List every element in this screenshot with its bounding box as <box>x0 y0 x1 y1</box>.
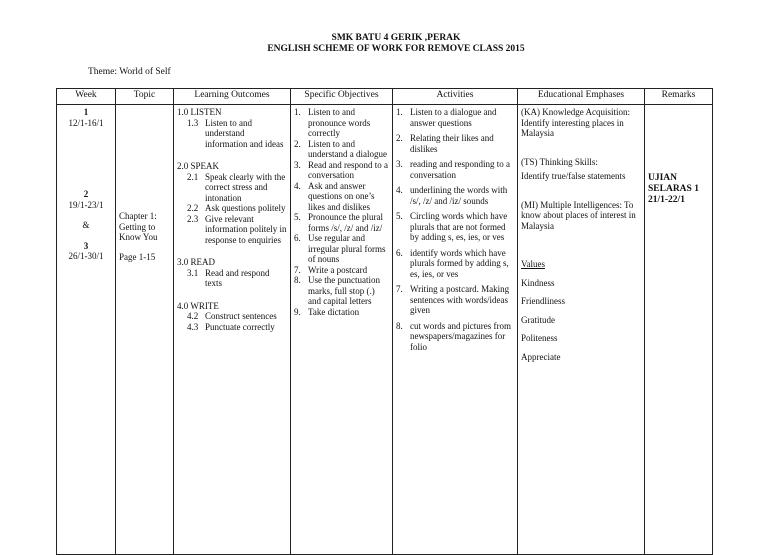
objective-item: 7. Write a postcard <box>294 264 368 275</box>
topic-line-2: Getting to <box>119 221 156 232</box>
activity-item: 4. underlining the words with /s/, /z/ and /iz/ sounds <box>396 185 508 206</box>
week-ampersand: & <box>82 220 90 230</box>
value-item: Friendliness <box>521 296 565 306</box>
document-title: ENGLISH SCHEME OF WORK FOR REMOVE CLASS 2015 <box>267 44 525 54</box>
topic-line-3: Know You <box>119 232 158 242</box>
objective-item: 5. Pronounce the plural forms /s/, /z/ and /iz/ <box>294 212 383 233</box>
remarks-line-2: SELARAS 1 <box>648 184 699 194</box>
remarks-cell <box>645 105 713 555</box>
objective-item: 2. Listen to and understand a dialogue <box>294 138 387 159</box>
activity-item: 5. Circling words which have plurals that are not formed by adding s, es, ies, or ves <box>396 211 508 242</box>
objective-item: 8. Use the punctuation marks, full stop (.) and capital letters <box>294 275 380 306</box>
specific-objectives-cell <box>291 105 393 555</box>
objectives-list <box>294 107 389 317</box>
values-list <box>521 278 641 363</box>
value-item: Politeness <box>521 333 558 343</box>
outcome-listen-heading: 1.0 LISTEN <box>177 107 222 117</box>
column-header-specific-objectives: Specific Objectives <box>291 89 393 105</box>
objective-item: 1. Listen to and pronounce words correctly <box>294 107 371 138</box>
outcome-item: 4.2 Construct sentences <box>187 311 277 321</box>
school-name: SMK BATU 4 GERIK ,PERAK <box>331 33 461 43</box>
outcome-item: 3.1 Read and respond texts <box>187 267 270 288</box>
topic-page: Page 1-15 <box>119 251 156 262</box>
objective-item: 3. Read and respond to a conversation <box>294 159 388 180</box>
table-row <box>57 105 713 555</box>
remarks-line-1: UJIAN <box>648 173 678 183</box>
column-header-activities: Activities <box>393 89 518 105</box>
emphasis-ts: (TS) Thinking Skills: <box>521 156 598 167</box>
topic-cell <box>116 105 174 555</box>
activity-item: 6. identify words which have plurals formed by adding s, es, ies, or ves <box>396 247 509 279</box>
column-header-educational-emphases: Educational Emphases <box>518 89 645 105</box>
value-item: Gratitude <box>521 314 555 325</box>
values-heading: Values <box>521 259 545 269</box>
activity-item: 1. Listen to a dialogue and answer questions <box>396 107 497 128</box>
outcome-write-heading: 4.0 WRITE <box>177 300 219 311</box>
scheme-table <box>56 88 713 555</box>
emphasis-ts-text: Identify true/false statements <box>521 171 626 181</box>
educational-emphases-cell <box>518 105 645 555</box>
activity-item: 2. Relating their likes and dislikes <box>396 133 494 154</box>
activity-item: 3. reading and responding to a conversation <box>396 159 510 180</box>
activities-cell <box>393 105 518 555</box>
value-item: Appreciate <box>521 351 561 362</box>
week-1-number: 1 <box>83 107 89 117</box>
emphasis-mi: (MI) Multiple Intelligences: To know about places of interest in Malaysia <box>521 199 636 231</box>
column-header-remarks: Remarks <box>645 89 713 105</box>
outcome-speak-heading: 2.0 SPEAK <box>177 161 220 171</box>
outcome-item: 2.3 Give relevant information politely in response to enquiries <box>187 213 287 245</box>
activity-item: 8. cut words and pictures from newspapers/magazines for folio <box>396 320 511 352</box>
objective-item: 4. Ask and answer questions on one’s likes and dislikes <box>294 180 375 212</box>
theme-label: Theme: World of Self <box>88 67 171 77</box>
table-header-row <box>57 89 713 105</box>
column-header-learning-outcomes: Learning Outcomes <box>174 89 291 105</box>
objective-item: 6. Use regular and irregular plural forms of nouns <box>294 233 386 264</box>
learning-outcomes-cell <box>174 105 291 555</box>
week-2-number: 2 <box>83 189 89 199</box>
week-1-date: 12/1-16/1 <box>68 117 104 128</box>
outcome-read-heading: 3.0 READ <box>177 257 215 267</box>
column-header-week: Week <box>57 89 116 105</box>
activities-list <box>396 107 514 352</box>
week-3-date: 26/1-30/1 <box>68 251 104 261</box>
objective-item: 9. Take dictation <box>294 306 360 317</box>
topic-line-1: Chapter 1: <box>119 211 157 221</box>
outcome-item: 4.3 Punctuate correctly <box>187 321 275 332</box>
week-2-date: 19/1-23/1 <box>68 199 104 210</box>
week-3-number: 3 <box>83 240 89 251</box>
week-cell <box>57 105 116 555</box>
outcome-item: 2.2 Ask questions politely <box>187 203 286 213</box>
column-header-topic: Topic <box>116 89 174 105</box>
remarks-line-3: 21/1-22/1 <box>648 195 685 205</box>
outcome-item: 2.1 Speak clearly with the correct stress and intonation <box>187 171 286 203</box>
value-item: Kindness <box>521 277 555 288</box>
outcome-item: 1.3 Listen to and understand information and ideas <box>187 117 284 149</box>
emphasis-ka: (KA) Knowledge Acquisition: Identify interesting places in Malaysia <box>521 107 630 138</box>
activity-item: 7. Writing a postcard. Making sentences with words/ideas given <box>396 284 510 315</box>
